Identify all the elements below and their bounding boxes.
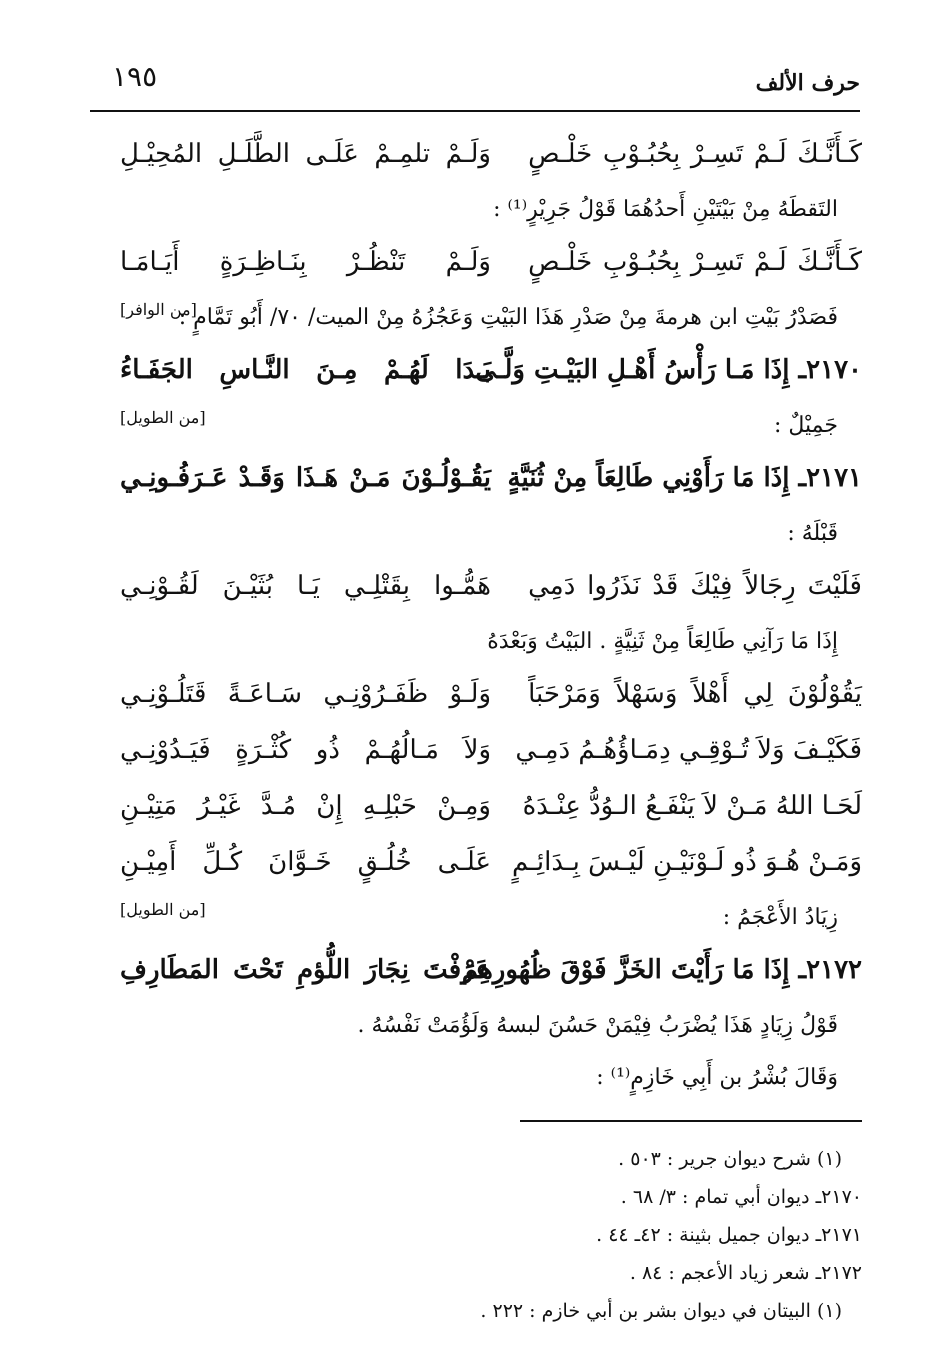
verse-first-hemistich: فَكَيْـفَ وَلاَ تُـوْقِـي دِمَـاؤُهُـمُ دَمِـي [515, 735, 862, 765]
prose-line [120, 294, 862, 346]
verse-line [120, 726, 862, 782]
verse-line [120, 130, 862, 186]
prose-line [120, 402, 862, 454]
prose-line [120, 618, 862, 670]
verse-first-hemistich: كَـأَنَّـكَ لَـمْ تَسِـرْ بِحُبُـوْبِ خَلْـصٍ [528, 247, 862, 277]
verse-line [120, 346, 862, 402]
verse-second-hemistich: هَمُّـوا بِقَتْلِـي يَـا بُثَيْـنَ لَقُـوْنِـي [120, 571, 491, 601]
verse-first-hemistich: فَلَيْتَ رِجَالاً فِيْكَ قَدْ نَذَرُوا دَمِي [528, 571, 862, 601]
footnote: (١) شرح ديوان جرير : ٥٠٣ . [618, 1148, 842, 1170]
verse-first-hemistich: لَحَـا اللهُ مَـنْ لاَ يَنْفَـعُ الـوُدُّ عِنْـدَهُ [522, 791, 862, 821]
footnote: ٢١٧١ـ ديوان جميل بثينة : ٤٢ـ ٤٤ . [596, 1224, 862, 1246]
prose-text: التَقطَهُ مِنْ بَيْتَيْنِ أَحدُهُمَا قَوْلُ جَرِيْرٍ⁽¹⁾ : [493, 197, 838, 222]
footnote-divider [520, 1120, 862, 1122]
page-header [90, 56, 860, 112]
verse-first-hemistich: ٢١٧١ـ إِذَا مَا رَأَوْنِي طَالِعَاً مِنْ ثُنَيَّةٍ [507, 463, 862, 493]
meter-label: [من الطويل] [120, 900, 206, 919]
prose-text: قَبْلَهُ : [787, 521, 838, 546]
footnote: ٢١٧٠ـ ديوان أبي تمام : ٣/ ٦٨ . [620, 1186, 862, 1208]
verse-first-hemistich: وَمَـنْ هُـوَ ذُو لَـوْنَيْـنِ لَيْـسَ بِـدَائِـمٍ [512, 847, 862, 877]
footnote: ٢١٧٢ـ شعر زياد الأعجم : ٨٤ . [629, 1262, 862, 1284]
verse-line [120, 454, 862, 510]
prose-text: فَصَدْرُ بَيْتِ ابن هرمةَ مِنْ صَدْرِ هَذَا البَيْتِ وَعَجُزُهُ مِنْ الميت/ ٧٠/ أَبُو تَمَّامٍ : [178, 305, 838, 330]
prose-text: جَمِيْلٌ : [773, 413, 838, 438]
chapter-title: حرف الألف [755, 70, 860, 96]
verse-second-hemistich: يَقُـوْلُـوْنَ مَـنْ هَـذَا وَقَـدْ عَـرَفُـونِـي [120, 463, 491, 493]
verse-second-hemistich: وَلَـمْ تَنْظُـرْ بِنَـاظِـرَةٍ أَيَـامَـا [120, 247, 491, 277]
prose-line [120, 894, 862, 946]
meter-label: [من الطويل] [120, 408, 206, 427]
verse-line [120, 838, 862, 894]
verse-first-hemistich: ٢١٧٢ـ إِذَا مَا رَأَيْتَ الخَزَّ فَوْقَ ظُهُورِهِمْ [461, 955, 862, 985]
verse-first-hemistich: يَقُوْلُوْنَ لِي أَهْلاً وَسَهْلاً وَمَرْحَبَاً [528, 679, 862, 709]
prose-line [120, 510, 862, 562]
main-text [120, 130, 862, 1106]
verse-second-hemistich: وَلاَ مَـالُهُـمْ ذُو كُثْـرَةٍ فَيَـدُوْنِـي [120, 735, 491, 765]
verse-second-hemistich: وَمِـنْ حَبْلِـهِ إِنْ مُـدَّ غَيْـرُ مَتِيْـنِ [120, 791, 491, 821]
meter-label: [من الوافر] [120, 300, 197, 319]
prose-text: قَوْلُ زِيَادٍ هَذَا يُضْرَبُ فِيْمَنْ حَسُنَ لبسهُ وَلَؤُمَتْ نَفْسُهُ . [357, 1013, 838, 1038]
header-divider [90, 110, 860, 112]
prose-line [120, 186, 862, 238]
footnotes [480, 1140, 862, 1330]
prose-text: وَقَالَ بُشْرُ بن أَبِي خَازِمٍ⁽¹⁾ : [596, 1065, 838, 1090]
verse-second-hemistich: بَـدَا لَهُـمْ مِـنَ النَّـاسِ الجَفَـاءُ [120, 355, 491, 385]
prose-line [120, 1002, 862, 1054]
verse-line [120, 946, 862, 1002]
verse-second-hemistich: وَلَـوْ ظَفَـرُوْنِـي سَـاعَـةً قَتَلُـوْنِـي [120, 679, 491, 709]
footnote: (١) البيتان في ديوان بشر بن أبي خازم : ٢٢٢ . [480, 1300, 842, 1322]
prose-line [120, 1054, 862, 1106]
verse-second-hemistich: عَرَفْتَ نِجَارَ اللُّؤمِ تَحْتَ المَطَارِفِ [120, 955, 491, 985]
verse-second-hemistich: وَلَـمْ تلمِـمْ عَلَـى الطَّلَـلِ المُحِيْـلِ [120, 139, 491, 169]
verse-first-hemistich: كَـأَنَّـكَ لَـمْ تَسِـرْ بِحُبُـوْبِ خَلْـصٍ [528, 139, 862, 169]
prose-text: إِذَا مَا رَآنِي طَالِعَاً مِنْ ثَنِيَّةٍ . البَيْتُ وَبَعْدَهُ [487, 629, 838, 654]
verse-second-hemistich: عَلَـى خُلُـقٍ خَـوَّانَ كُـلِّ أَمِيْـنِ [120, 847, 491, 877]
page-number: ١٩٥ [112, 60, 158, 93]
verse-line [120, 782, 862, 838]
verse-first-hemistich: ٢١٧٠ـ إِذَا مَـا رَأْسُ أَهْـلِ البَيْـتِ وَلَّـى [475, 355, 862, 385]
verse-line [120, 562, 862, 618]
verse-line [120, 238, 862, 294]
verse-line [120, 670, 862, 726]
prose-text: زِيَادُ الأَعْجَمُ : [722, 905, 838, 930]
